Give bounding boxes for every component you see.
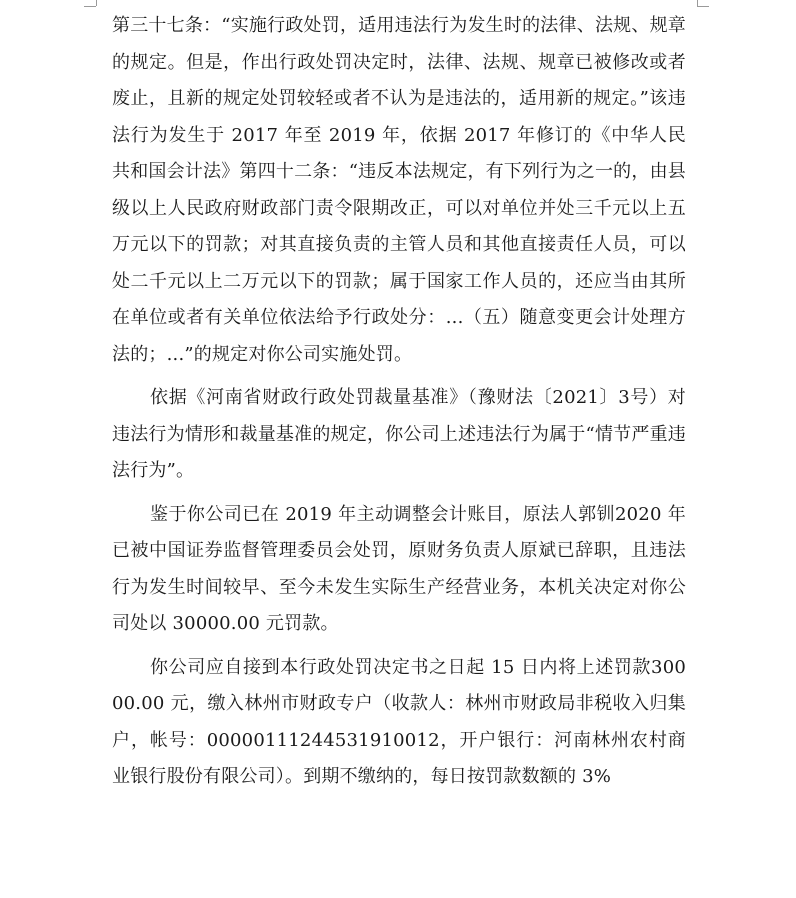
paragraph-gap [112,373,686,380]
paragraph-payment-instructions: 你公司应自接到本行政处罚决定书之日起 15 日内将上述罚款30000.00 元，缴入林州市财政专户（收款人：林州市财政局非税收入归集户，帐号：00000111244531910012，开户银行：河南林州农村商业银行股份有限公司）。到期不缴纳的，每日按罚款数额的 3% [112,656,686,787]
margin-corner-mark-left-horizontal [84,6,96,7]
paragraph-gap [112,490,686,497]
document-body [112,8,686,796]
margin-corner-mark-right-horizontal [697,6,709,7]
paragraph-gap [112,643,686,650]
paragraph-discretion-standard: 依据《河南省财政行政处罚裁量基准》（豫财法〔2021〕3号）对违法行为情形和裁量基准的规定，你公司上述违法行为属于“情节严重违法行为”。 [112,387,686,481]
paragraph-legal-basis: 第三十七条：“实施行政处罚，适用违法行为发生时的法律、法规、规章的规定。但是，作出行政处罚决定时，法律、法规、规章已被修改或者废止，且新的规定处罚较轻或者不认为是违法的，适用新的规定。”该违法行为发生于 2017 年至 2019 年，依据 2017 年修订的《中华人民共和国会计法》第四十二条：“违反本法规定，有下列行为之一的，由县级以上人民政府财政部门责令限期改正，可以对单位并处三千元以上五万元以下的罚款；对其直接负责的主管人员和其他直接责任人员，可以处二千元以上二万元以下的罚款；属于国家工作人员的，还应当由其所在单位或者有关单位依法给予行政处分：...（五）随意变更会计处理方法的；...”的规定对你公司实施处罚。 [112,15,686,365]
paragraph-penalty-decision: 鉴于你公司已在 2019 年主动调整会计账目，原法人郭钏2020 年已被中国证券监督管理委员会处罚，原财务负责人原斌已辞职，且违法行为发生时间较早、至今未发生实际生产经营业务，本机关决定对你公司处以 30000.00 元罚款。 [112,503,686,634]
margin-corner-mark-left [96,0,97,6]
